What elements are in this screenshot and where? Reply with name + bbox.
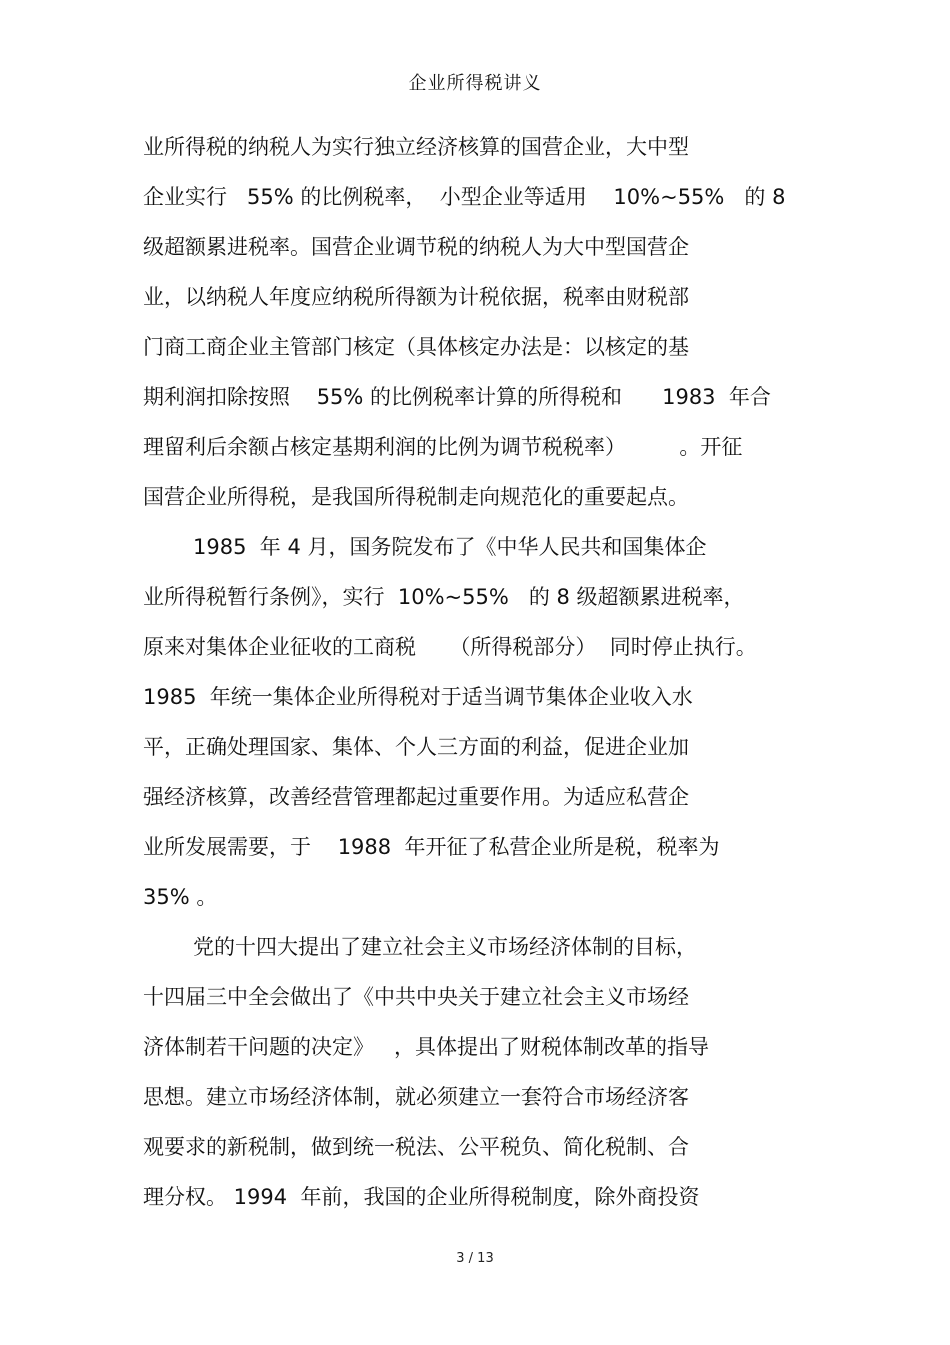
text-line: 35% 。 (143, 885, 218, 909)
text-line: 观要求的新税制，做到统一税法、公平税负、简化税制、合 (143, 1135, 689, 1159)
text-line: 十四届三中全会做出了《中共中央关于建立社会主义市场经 (143, 985, 689, 1009)
text-line: 门商工商企业主管部门核定（具体核定办法是：以核定的基 (143, 335, 689, 359)
text-line: 期利润扣除按照 55% 的比例税率计算的所得税和 1983 年合 (143, 385, 771, 409)
document-title: 企业所得税讲义 (408, 73, 542, 94)
text-line: 济体制若干问题的决定》 ，具体提出了财税体制改革的指导 (143, 1035, 710, 1059)
text-line: 级超额累进税率。国营企业调节税的纳税人为大中型国营企 (143, 235, 689, 259)
text-line: 思想。建立市场经济体制，就必须建立一套符合市场经济客 (143, 1085, 689, 1109)
text-line: 业所得税暂行条例》，实行 10%~55% 的 8 级超额累进税率， (143, 585, 745, 609)
text-line: 业所得税的纳税人为实行独立经济核算的国营企业，大中型 (143, 135, 689, 159)
text-line: 强经济核算，改善经营管理都起过重要作用。为适应私营企 (143, 785, 689, 809)
text-line: 原来对集体企业征收的工商税 （所得税部分） 同时停止执行。 (143, 635, 757, 659)
paragraph-start-line: 1985 年 4 月，国务院发布了《中华人民共和国集体企 (193, 535, 707, 559)
text-line: 理分权。 1994 年前，我国的企业所得税制度，除外商投资 (143, 1185, 700, 1209)
text-line: 国营企业所得税，是我国所得税制走向规范化的重要起点。 (143, 485, 689, 509)
text-line: 业，以纳税人年度应纳税所得额为计税依据，税率由财税部 (143, 285, 689, 309)
text-line: 理留利后余额占核定基期利润的比例为调节税税率） 。开征 (143, 435, 743, 459)
text-line: 业所发展需要，于 1988 年开征了私营企业所是税，税率为 (143, 835, 720, 859)
text-line: 企业实行 55% 的比例税率， 小型企业等适用 10%~55% 的 8 (143, 185, 786, 209)
paragraph-start-line: 党的十四大提出了建立社会主义市场经济体制的目标， (193, 935, 697, 959)
page-number: 3 / 13 (456, 1251, 494, 1266)
text-line: 平，正确处理国家、集体、个人三方面的利益，促进企业加 (143, 735, 689, 759)
text-line: 1985 年统一集体企业所得税对于适当调节集体企业收入水 (143, 685, 693, 709)
